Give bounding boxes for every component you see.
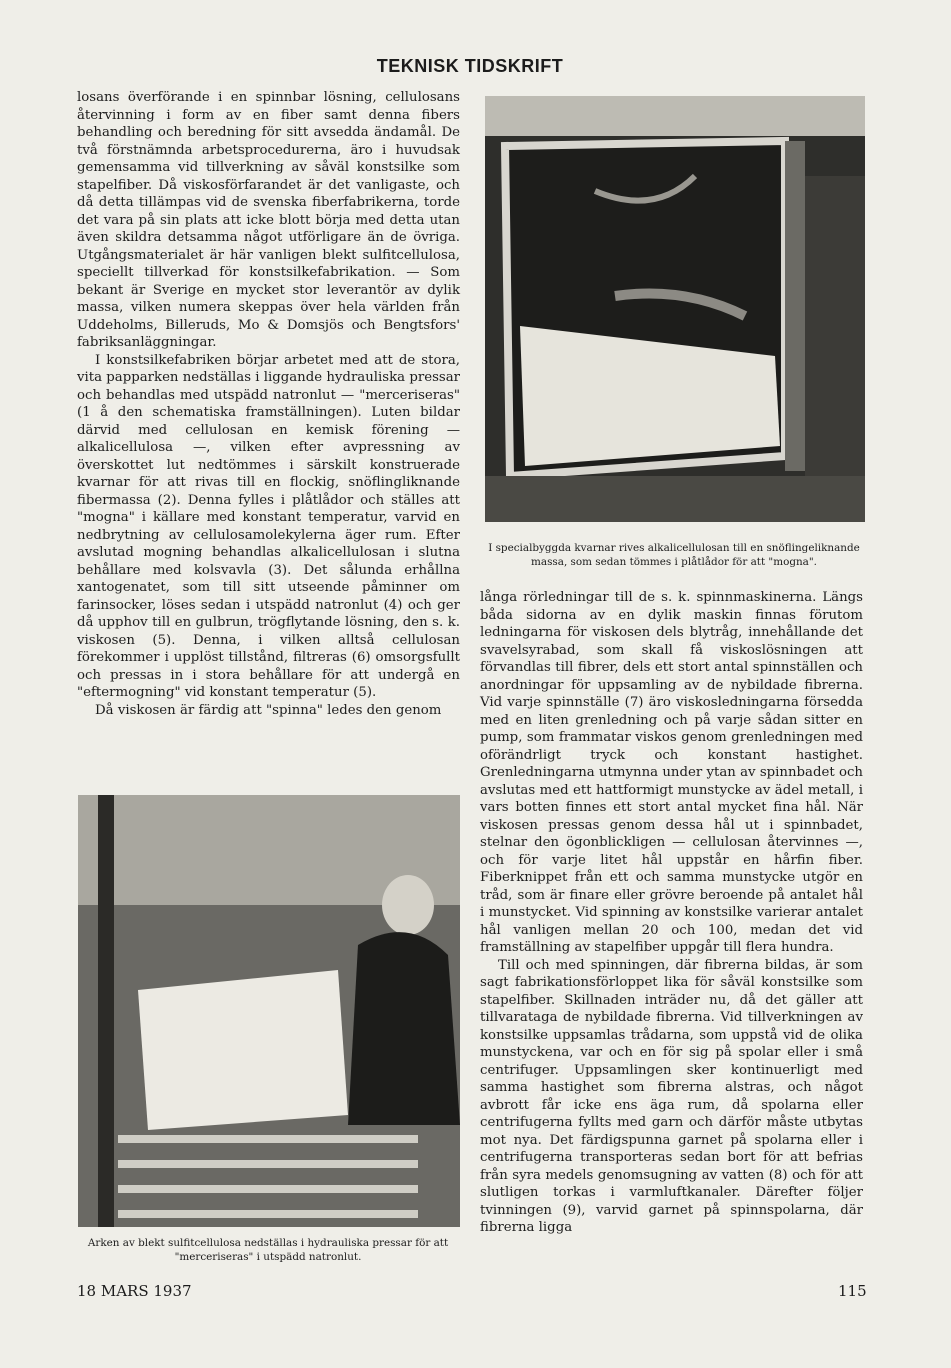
right-text-column: [480, 589, 863, 1237]
issue-date: 18 MARS 1937: [77, 1282, 192, 1300]
press-photo-caption: Arken av blekt sulfitcellulosa nedställas i hydrauliska pressar för att "merceriseras" i utspädd natronlut.: [87, 1237, 449, 1263]
mill-machine-photo: [485, 96, 865, 522]
paragraph: långa rörledningar till de s. k. spinnmaskinerna. Längs båda sidorna av en dylik maskin finnas förutom ledningarna för viskosen dels blytråg, innehållande det svavelsyrabad, som skall få viskoslösningen att förvandlas till fibrer, dels ett stort antal spinnställen och anordningar för uppsamling av de nybildade fibrerna. Vid varje spinnställe (7) äro viskosledningarna försedda med en liten grenledning och på varje sådan sitter en pump, som frammatar viskos genom grenledningen med oförändrligt tryck och konstant hastighet. Grenledningarna utmynna under ytan av spinnbadet och avslutas med ett hattformigt munstycke av ädel metall, i vars botten finnes ett stort antal mycket fina hål. När viskosen pressas genom dessa hål ut i spinnbadet, stelnar den ögonblickligen — cellulosan återvinnes —, och för varje litet hål uppstår en hårfin fiber. Fiberknippet från ett och samma munstycke utgör en tråd, som är finare eller grövre beroende på antalet hål i munstycket. Vid spinning av konstsilke varierar antalet hål vanligen mellan 20 och 100, medan det vid framställning av stapelfiber uppgår till flera hundra.: [480, 590, 863, 955]
journal-title: TEKNISK TIDSKRIFT: [376, 56, 564, 76]
page-number: 115: [838, 1282, 867, 1300]
mill-photo-caption: I specialbyggda kvarnar rives alkalicellulosan till en snöflingeliknande massa, som sedan tömmes i plåtlådor för att "mogna".: [488, 542, 860, 568]
press-photo-illustration: [78, 795, 460, 1227]
mill-photo-illustration: [485, 96, 865, 522]
left-text-column: [77, 89, 460, 719]
paragraph: losans överförande i en spinnbar lösning, cellulosans återvinning i form av en fiber samt denna fibers behandling och beredning för sitt avsedda ändamål. De två förstnämnda arbetsprocedurerna, äro i huvudsak gemensamma vid tillverkning av såväl konstsilke som stapelfiber. Då viskosförfarandet är det vanligaste, och då detta tillämpas vid de svenska fiberfabrikerna, torde det vara på sin plats att icke blott börja med detta utan även skildra detsamma något utförligare än de övriga. Utgångsmaterialet är här vanligen blekt sulfitcellulosa, speciellt tillverkad för konstsilkefabrikation. — Som bekant är Sverige en mycket stor leverantör av dylik massa, vilken numera skeppas över hela världen från Uddeholms, Billeruds, Mo & Domsjös och Bengtsfors' fabriksanläggningar.: [77, 90, 460, 350]
paragraph: I konstsilkefabriken börjar arbetet med att de stora, vita papparken nedställas i liggande hydrauliska pressar och behandlas med utspädd natronlut — "merceriseras" (1 å den schematiska framställningen). Luten bildar därvid med cellulosan en kemisk förening — alkalicellulosa —, vilken efter avpressning av överskottet lut nedtömmes i särskilt konstruerade kvarnar för att rivas till en flockig, snöflingliknande fibermassa (2). Denna fylles i plåtlådor och ställes att "mogna" i källare med konstant temperatur, varvid en nedbrytning av cellulosamolekylerna äger rum. Efter avslutad mogning behandlas alkalicellulosan i slutna behållare med kolsvavla (3). Det sålunda erhållna xantogenatet, som till sitt utseende påminner om farinsocker, löses sedan i utspädd natronlut (4) och ger då upphov till en gulbrun, trögflytande lösning, den s. k. viskosen (5). Denna, i vilken alltså cellulosan förekommer i upplöst tillstånd, filtreras (6) omsorgsfullt och pressas in i stora behållare för att undergå en "eftermogning" vid konstant temperatur (5).: [77, 352, 460, 700]
paragraph: Till och med spinningen, där fibrerna bildas, är som sagt fabrikationsförloppet lika för såväl konstsilke som stapelfiber. Skillnaden inträder nu, då det gäller att tillvarataga de nybildade fibrerna. Vid tillverkningen av konstsilke uppsamlas trådarna, som uppstå vid de olika munstyckena, var och en för sig på spolar eller i små centrifuger. Uppsamlingen sker kontinuerligt med samma hastighet som fibrerna alstras, och något avbrott får icke ens äga rum, då spolarna eller centrifugerna fyllts med garn och därför måste utbytas mot nya. Det färdigspunna garnet på spolarna eller i centrifugerna transporteras sedan bort för att befrias från syra medels genomsugning av vatten (8) och för att slutligen torkas i varmluftkanaler. Därefter följer tvinningen (9), varvid garnet på spinnspolarna, där fibrerna ligga: [480, 957, 863, 1235]
paragraph: Då viskosen är färdig att "spinna" ledes den genom: [95, 702, 442, 718]
worker-press-photo: [78, 795, 460, 1227]
